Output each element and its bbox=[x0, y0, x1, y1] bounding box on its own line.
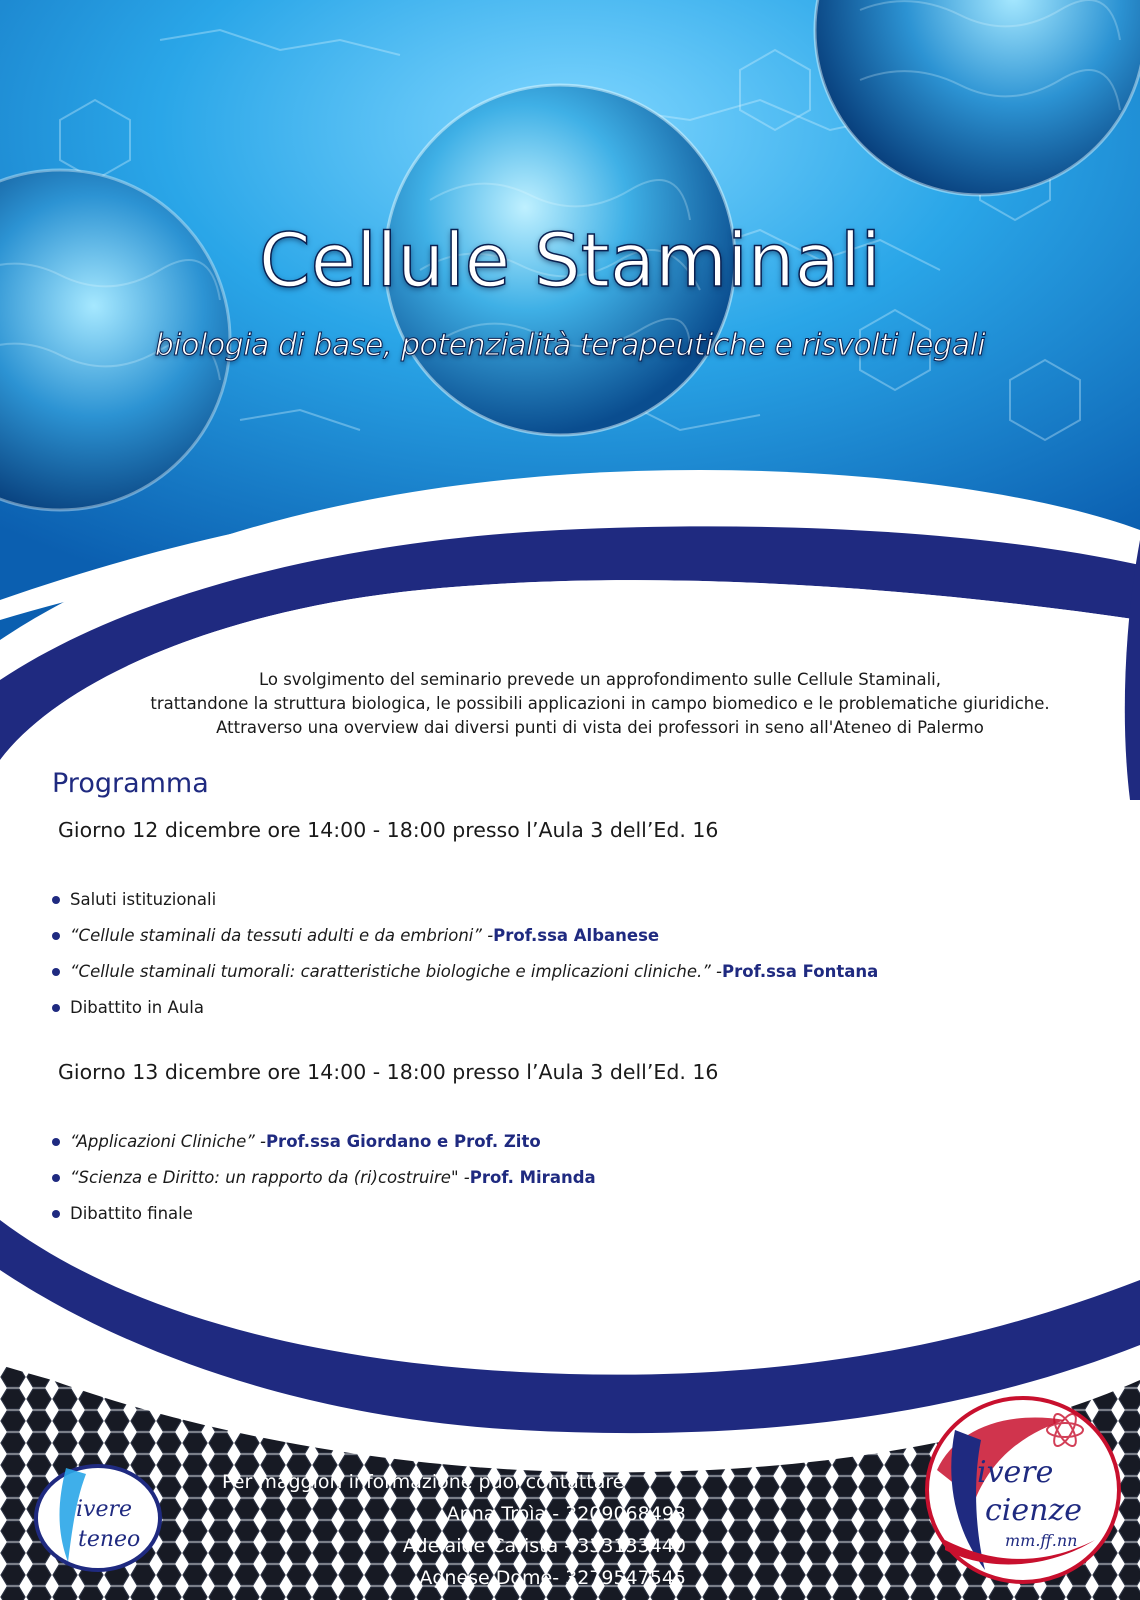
bullet-icon bbox=[52, 1138, 60, 1146]
list-item bbox=[52, 1196, 596, 1232]
contact-person: Adelaide Carista - 333133440 bbox=[402, 1535, 686, 1557]
vivere-ateneo-logo bbox=[28, 1450, 168, 1580]
speaker-name: Prof.ssa Fontana bbox=[722, 962, 879, 981]
bullet-icon bbox=[52, 1174, 60, 1182]
talk-title: “Scienza e Diritto: un rapporto da (ri)costruire" - bbox=[70, 1168, 470, 1187]
speaker-name: Prof.ssa Giordano e Prof. Zito bbox=[265, 1132, 541, 1151]
bullet-icon bbox=[52, 968, 60, 976]
bullet-icon bbox=[52, 1210, 60, 1218]
day-1-title: Giorno 12 dicembre ore 14:00 - 18:00 presso l’Aula 3 dell’Ed. 16 bbox=[58, 818, 719, 842]
list-item bbox=[52, 918, 878, 954]
program-heading: Programma bbox=[52, 768, 209, 799]
logo-right-text-1: ivere bbox=[977, 1455, 1054, 1490]
logo-left-text-2: teneo bbox=[78, 1527, 141, 1552]
speaker-name: Prof. Miranda bbox=[469, 1168, 596, 1187]
day-1-list bbox=[52, 882, 878, 1026]
speaker-name: Prof.ssa Albanese bbox=[493, 926, 660, 945]
contact-person: Agnese Domè- 3279547545 bbox=[419, 1567, 686, 1589]
logo-right-text-2: cienze bbox=[985, 1493, 1083, 1528]
logo-left-text-1: ivere bbox=[76, 1497, 133, 1522]
poster-subtitle: biologia di base, potenzialità terapeutiche e risvolti legali bbox=[154, 328, 986, 363]
contact-person: Anna Troìa - 3209068493 bbox=[446, 1503, 686, 1525]
list-item bbox=[52, 1160, 596, 1196]
bullet-icon bbox=[52, 1004, 60, 1012]
list-item bbox=[52, 882, 878, 918]
poster-title: Cellule Staminali bbox=[258, 218, 882, 304]
list-item bbox=[52, 1124, 596, 1160]
contact-heading: Per maggiori informazione puoi contattare bbox=[222, 1471, 625, 1493]
list-item bbox=[52, 990, 878, 1026]
intro-line: Attraverso una overview dai diversi punti di vista dei professori in seno all'Ateneo di Palermo bbox=[216, 718, 984, 737]
intro-paragraph bbox=[60, 668, 1140, 740]
day-2-title: Giorno 13 dicembre ore 14:00 - 18:00 presso l’Aula 3 dell’Ed. 16 bbox=[58, 1060, 719, 1084]
bullet-icon bbox=[52, 932, 60, 940]
vivere-scienze-logo bbox=[915, 1390, 1125, 1590]
intro-line: trattandone la struttura biologica, le possibili applicazioni in campo biomedico e le problematiche giuridiche. bbox=[150, 694, 1050, 713]
talk-title: Dibattito in Aula bbox=[70, 998, 204, 1017]
talk-title: “Cellule staminali da tessuti adulti e da embrioni” - bbox=[70, 926, 494, 945]
talk-title: “Applicazioni Cliniche” - bbox=[70, 1132, 266, 1151]
contact-block bbox=[200, 1466, 690, 1594]
list-item bbox=[52, 954, 878, 990]
intro-line: Lo svolgimento del seminario prevede un approfondimento sulle Cellule Staminali, bbox=[258, 670, 942, 689]
talk-title: Saluti istituzionali bbox=[70, 890, 217, 909]
logo-right-text-3: mm.ff.nn bbox=[1005, 1531, 1078, 1550]
talk-title: Dibattito finale bbox=[70, 1204, 193, 1223]
talk-title: “Cellule staminali tumorali: caratteristiche biologiche e implicazioni cliniche.” - bbox=[70, 962, 722, 981]
bullet-icon bbox=[52, 896, 60, 904]
day-2-list bbox=[52, 1124, 596, 1232]
